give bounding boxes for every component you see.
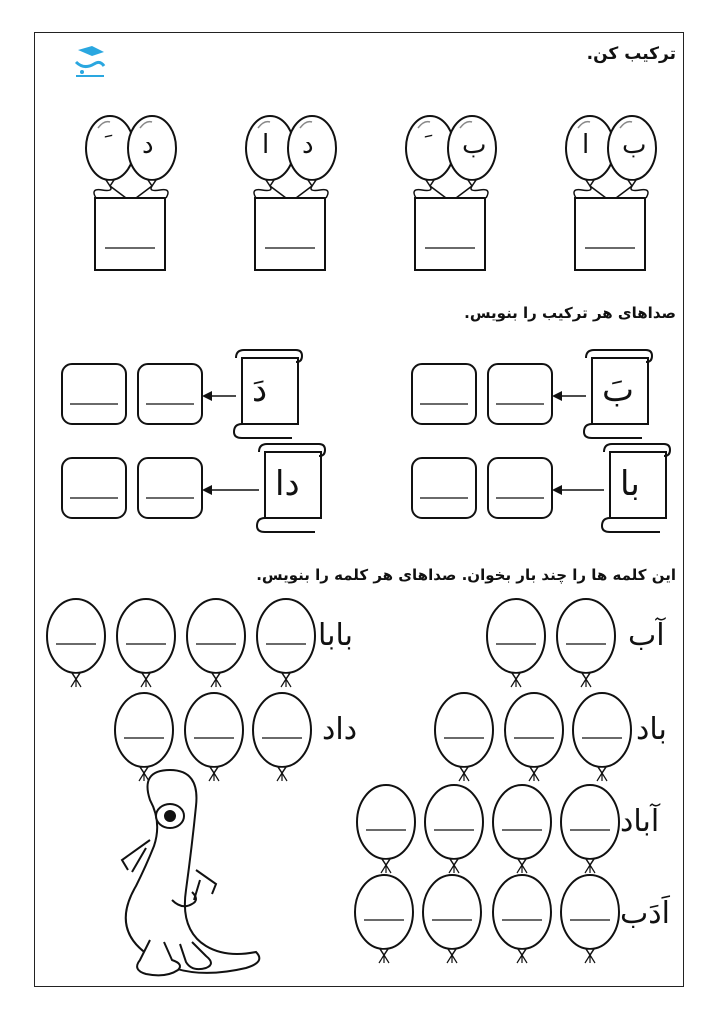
sound-answer-box[interactable] — [138, 364, 202, 424]
answer-balloon[interactable] — [355, 875, 413, 963]
scroll-syllable: دا — [275, 464, 300, 504]
balloon — [86, 116, 134, 186]
word-to-read: بابا — [318, 618, 353, 653]
answer-balloon[interactable] — [187, 599, 245, 687]
answer-balloon[interactable] — [505, 693, 563, 781]
answer-box[interactable] — [255, 198, 325, 270]
balloon — [406, 116, 454, 186]
answer-box[interactable] — [415, 198, 485, 270]
balloon-pair-group — [86, 116, 176, 270]
sound-answer-box[interactable] — [62, 458, 126, 518]
word-to-read: باد — [636, 712, 667, 747]
sound-answer-box[interactable] — [62, 364, 126, 424]
balloon — [566, 116, 614, 186]
balloon-letter-right: ب — [622, 130, 647, 160]
answer-balloon[interactable] — [561, 875, 619, 963]
balloon-letter-right: د — [302, 130, 314, 160]
instruction-combine: ترکیب کن. — [586, 44, 676, 64]
answer-balloon[interactable] — [185, 693, 243, 781]
balloon — [246, 116, 294, 186]
balloon-letter-left: ا — [262, 130, 270, 160]
answer-box[interactable] — [95, 198, 165, 270]
answer-balloon[interactable] — [253, 693, 311, 781]
answer-balloon[interactable] — [435, 693, 493, 781]
answer-balloon[interactable] — [425, 785, 483, 873]
answer-balloon[interactable] — [493, 875, 551, 963]
sound-answer-box[interactable] — [412, 364, 476, 424]
answer-balloon[interactable] — [561, 785, 619, 873]
answer-balloon[interactable] — [117, 599, 175, 687]
scroll-syllable: بَ — [602, 370, 635, 410]
balloon-letter-right: د — [142, 130, 154, 160]
answer-balloon[interactable] — [557, 599, 615, 687]
word-to-read: آباد — [620, 804, 660, 839]
sound-answer-box[interactable] — [488, 458, 552, 518]
sound-answer-box[interactable] — [138, 458, 202, 518]
answer-balloon[interactable] — [357, 785, 415, 873]
answer-balloon[interactable] — [423, 875, 481, 963]
answer-balloon[interactable] — [573, 693, 631, 781]
answer-balloon[interactable] — [115, 693, 173, 781]
balloon-letter-right: ب — [462, 130, 487, 160]
answer-balloon[interactable] — [257, 599, 315, 687]
word-to-read: اَدَب — [620, 896, 670, 931]
scroll-syllable: دَ — [252, 370, 268, 410]
word-to-read: آب — [628, 618, 665, 653]
balloon-pair-group — [246, 116, 336, 270]
instruction-read-words: این کلمه ها را چند بار بخوان. صداهای هر کلمه را بنویس. — [256, 566, 676, 584]
instruction-write-sounds: صداهای هر ترکیب را بنویس. — [464, 304, 676, 322]
balloon-letter-left: ا — [582, 130, 590, 160]
sound-answer-box[interactable] — [488, 364, 552, 424]
sound-answer-box[interactable] — [412, 458, 476, 518]
answer-balloon[interactable] — [493, 785, 551, 873]
scroll-syllable: با — [620, 464, 640, 504]
answer-balloon[interactable] — [47, 599, 105, 687]
answer-balloon[interactable] — [487, 599, 545, 687]
answer-box[interactable] — [575, 198, 645, 270]
word-to-read: داد — [322, 712, 358, 747]
